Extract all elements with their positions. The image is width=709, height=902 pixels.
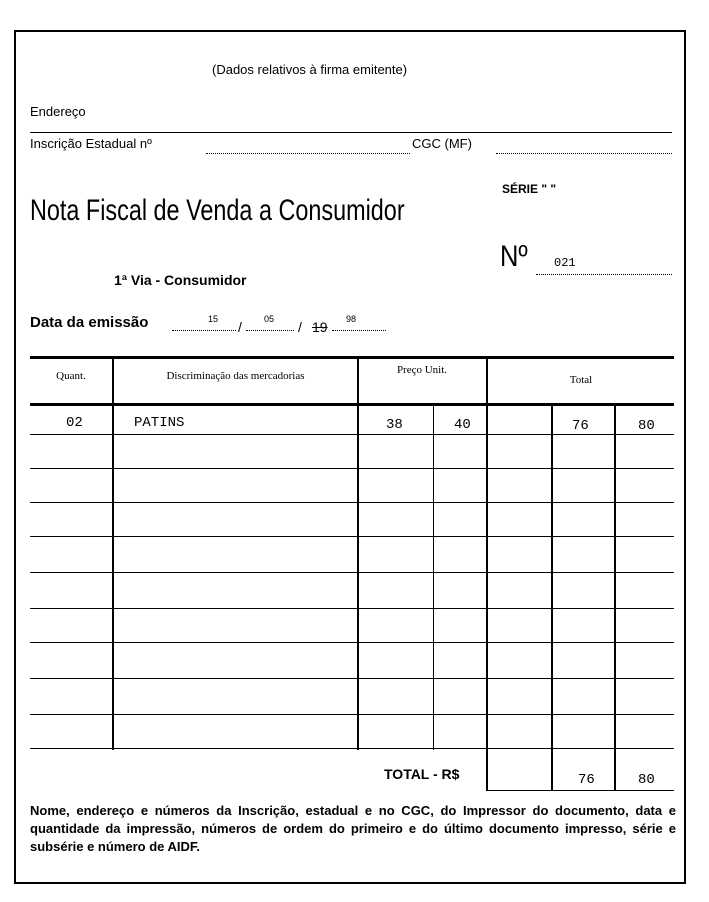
row-1-price-int: 38 (386, 417, 403, 433)
data-emissao-label: Data da emissão (30, 314, 149, 331)
total-label: TOTAL - R$ (384, 766, 460, 782)
endereco-line (30, 132, 672, 133)
invoice-form (14, 30, 686, 884)
dados-emitente-label: (Dados relativos à firma emitente) (212, 62, 408, 77)
total-dec: 80 (638, 772, 655, 788)
row-line (30, 678, 674, 679)
row-line (30, 536, 674, 537)
row-line (30, 748, 674, 749)
row-1-quant: 02 (66, 415, 83, 431)
date-day: 15 (208, 314, 219, 324)
numero-value: 021 (554, 256, 576, 270)
row-line (30, 572, 674, 573)
date-day-dots (172, 330, 236, 331)
date-month: 05 (264, 314, 275, 324)
col-header-discriminacao: Discriminação das mercadorias (166, 370, 305, 382)
footer-impressor-note: Nome, endereço e números da Inscrição, estadual e no CGC, do Impressor do documento, data e quantidade da impressão, números de ordem do primeiro e do último documento impresso, série e subsérie e número de AIDF. (30, 803, 676, 854)
date-month-dots (246, 330, 294, 331)
col-divider-desc (357, 356, 359, 750)
row-1-description: PATINS (134, 415, 185, 431)
row-1-price-dec: 40 (454, 417, 471, 433)
total-int: 76 (578, 772, 595, 788)
row-line (30, 714, 674, 715)
document-title: Nota Fiscal de Venda a Consumidor (30, 194, 405, 227)
via-label: 1ª Via - Consumidor (114, 272, 247, 288)
inscricao-label: Inscrição Estadual nº (30, 136, 152, 151)
col-header-total: Total (569, 374, 593, 386)
row-line (30, 608, 674, 609)
col-header-preco-unit: Preço Unit. (396, 364, 448, 376)
col-divider-preco-total (486, 356, 488, 790)
date-year-prefix: 19 (312, 319, 328, 335)
col-divider-total-1 (551, 403, 553, 790)
date-year-suffix: 98 (346, 314, 357, 324)
total-bottom-line (486, 790, 674, 791)
numero-symbol: Nº (500, 240, 528, 273)
cgc-dots (496, 153, 672, 154)
serie-label: SÉRIE " " (502, 182, 557, 196)
table-header-bottom (30, 403, 674, 406)
row-line (30, 468, 674, 469)
row-1-total-dec: 80 (638, 418, 655, 434)
endereco-label: Endereço (30, 104, 86, 119)
inscricao-dots (206, 153, 410, 154)
numero-dots (536, 274, 672, 275)
col-divider-total-2 (614, 403, 616, 790)
row-1-total-int: 76 (572, 418, 589, 434)
date-slash-2: / (298, 319, 302, 335)
col-divider-preco (433, 403, 434, 750)
col-header-quant: Quant. (56, 370, 86, 382)
date-slash-1: / (238, 319, 242, 335)
date-year-dots (332, 330, 386, 331)
cgc-label: CGC (MF) (412, 136, 472, 151)
row-line (30, 434, 674, 435)
col-divider-quant (112, 356, 114, 750)
table-top-border (30, 356, 674, 359)
row-line (30, 642, 674, 643)
row-line (30, 502, 674, 503)
